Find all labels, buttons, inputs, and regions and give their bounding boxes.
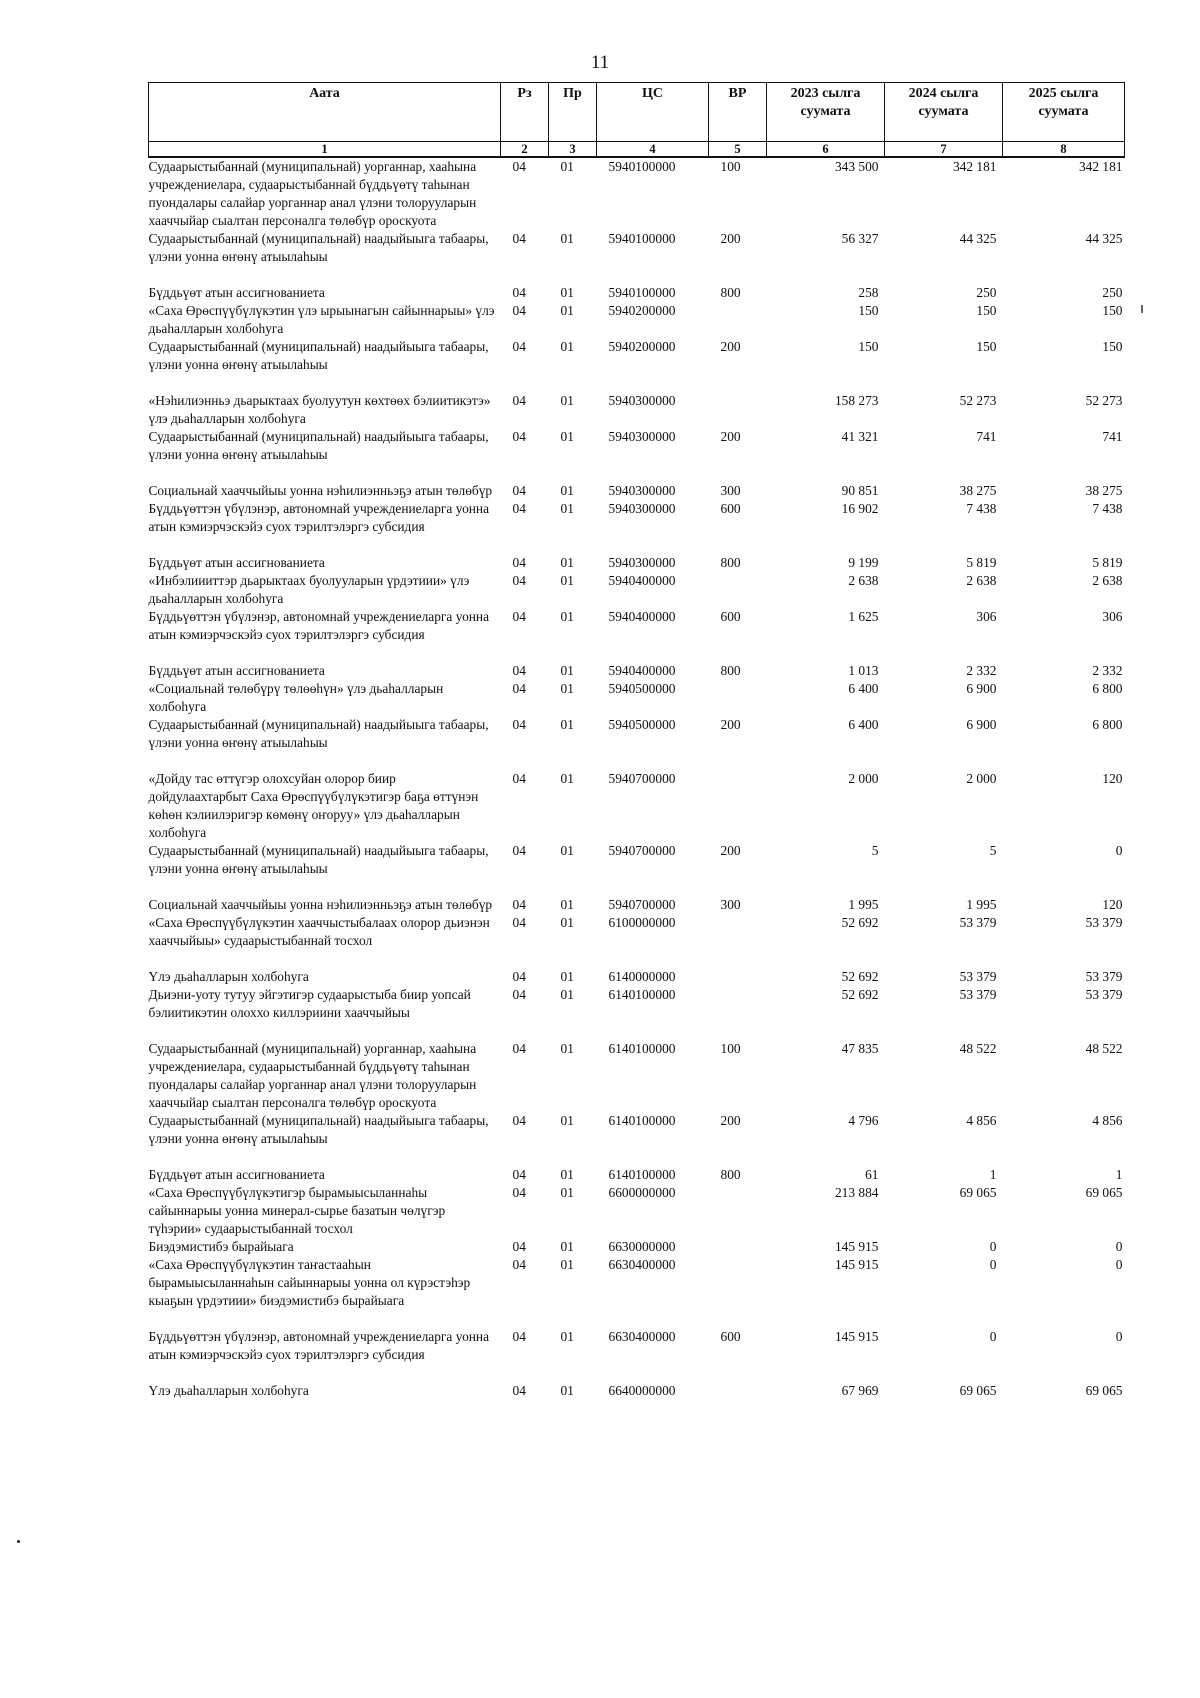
row-rz: 04	[512, 1185, 526, 1200]
row-value-2023: 150	[858, 303, 879, 318]
row-vr: 800	[720, 285, 741, 300]
row-vr: 800	[720, 1167, 741, 1182]
row-name: Үлэ дьаһалларын холбоһуга	[148, 1383, 309, 1398]
row-value-2023: 52 692	[841, 969, 879, 984]
header-2024: 2024 сылга суумата	[885, 83, 1003, 142]
row-value-2023: 47 835	[841, 1041, 879, 1056]
row-value-2024: 150	[976, 303, 997, 318]
row-pr: 01	[560, 159, 574, 174]
row-value-2024: 69 065	[959, 1185, 997, 1200]
table-row	[149, 716, 1125, 770]
row-vr	[709, 914, 767, 968]
row-value-2023: 56 327	[841, 231, 879, 246]
row-vr: 800	[720, 663, 741, 678]
row-pr: 01	[560, 285, 574, 300]
row-value-2024: 38 275	[959, 483, 997, 498]
table-row	[149, 1382, 1125, 1400]
column-number: 2	[501, 142, 549, 158]
row-rz: 04	[512, 1041, 526, 1056]
row-vr	[709, 770, 767, 842]
row-pr: 01	[560, 969, 574, 984]
row-value-2025: 0	[1115, 1257, 1123, 1272]
table-row	[149, 302, 1125, 338]
row-rz: 04	[512, 285, 526, 300]
table-row	[149, 1238, 1125, 1256]
row-cs: 5940400000	[608, 609, 676, 624]
row-cs: 6630400000	[608, 1329, 676, 1344]
column-number: 8	[1003, 142, 1125, 158]
header-vr: ВР	[709, 83, 767, 142]
row-value-2023: 16 902	[841, 501, 879, 516]
row-cs: 5940500000	[608, 717, 676, 732]
row-name: «Саха Өрөспүүбүлүкэтин таҥастааһын бырамыысыланнаһын сайыннарыы уонна ол күрэстэһэр кыаҕын үрдэтиии» биэдэмистибэ бырайыага	[148, 1257, 471, 1308]
budget-table	[148, 82, 1125, 1400]
header-cs: ЦС	[597, 83, 709, 142]
row-name: Биэдэмистибэ бырайыага	[148, 1239, 294, 1254]
row-pr: 01	[560, 717, 574, 732]
table-row	[149, 338, 1125, 392]
row-value-2023: 6 400	[848, 717, 879, 732]
table-row	[149, 662, 1125, 680]
row-rz: 04	[512, 609, 526, 624]
row-cs: 5940100000	[608, 231, 676, 246]
row-pr: 01	[560, 501, 574, 516]
row-name: «Саха Өрөспүүбүлүкэтин үлэ ырыынагын сайыннарыы» үлэ дьаһалларын холбоһуга	[148, 303, 495, 336]
table-row	[149, 914, 1125, 968]
row-vr: 200	[720, 717, 741, 732]
row-value-2023: 90 851	[841, 483, 879, 498]
row-name: Судаарыстыбаннай (муниципальнай) наадыйыыга табаары, үлэни уонна өҥөнү атыылаһыы	[148, 429, 489, 462]
row-value-2025: 120	[1102, 897, 1123, 912]
row-name: Бүддьүөт атын ассигнованиета	[148, 555, 325, 570]
column-number: 3	[549, 142, 597, 158]
row-value-2023: 61	[865, 1167, 879, 1182]
row-rz: 04	[512, 897, 526, 912]
row-value-2025: 52 273	[1085, 393, 1123, 408]
header-name: Аата	[149, 83, 501, 142]
row-value-2025: 7 438	[1092, 501, 1123, 516]
row-value-2023: 145 915	[834, 1239, 879, 1254]
row-value-2025: 5 819	[1092, 555, 1123, 570]
table-row	[149, 230, 1125, 284]
table-row	[149, 968, 1125, 986]
row-rz: 04	[512, 159, 526, 174]
row-value-2023: 158 273	[834, 393, 879, 408]
row-value-2025: 150	[1102, 303, 1123, 318]
row-name: «Саха Өрөспүүбүлүкэтигэр бырамыысыланнаһы сайыннарыы уонна минерал-сырье базатын чөлүгэр түһэрии» судаарыстыбаннай тосхол	[148, 1185, 446, 1236]
row-name: Судаарыстыбаннай (муниципальнай) наадыйыыга табаары, үлэни уонна өҥөнү атыылаһыы	[148, 843, 489, 876]
row-cs: 5940200000	[608, 303, 676, 318]
row-rz: 04	[512, 1167, 526, 1182]
row-name: «Социальнай төлөбүрү төлөөһүн» үлэ дьаһалларын холбоһуга	[148, 681, 444, 714]
row-name: Үлэ дьаһалларын холбоһуга	[148, 969, 309, 984]
column-number: 7	[885, 142, 1003, 158]
row-value-2024: 69 065	[959, 1383, 997, 1398]
row-value-2024: 5	[989, 843, 997, 858]
row-name: Бүддьүөт атын ассигнованиета	[148, 663, 325, 678]
row-value-2024: 2 332	[966, 663, 997, 678]
row-pr: 01	[560, 231, 574, 246]
row-vr: 200	[720, 429, 741, 444]
row-vr: 100	[720, 159, 741, 174]
row-value-2023: 145 915	[834, 1329, 879, 1344]
table-row	[149, 1256, 1125, 1328]
row-value-2023: 52 692	[841, 915, 879, 930]
row-value-2024: 44 325	[959, 231, 997, 246]
row-vr	[709, 392, 767, 428]
row-cs: 6100000000	[608, 915, 676, 930]
row-value-2024: 48 522	[959, 1041, 997, 1056]
row-value-2024: 2 638	[966, 573, 997, 588]
row-vr	[709, 302, 767, 338]
row-rz: 04	[512, 987, 526, 1002]
row-rz: 04	[512, 681, 526, 696]
row-cs: 6630400000	[608, 1257, 676, 1272]
row-rz: 04	[512, 1257, 526, 1272]
row-cs: 5940700000	[608, 897, 676, 912]
table-row	[149, 1166, 1125, 1184]
row-value-2025: 0	[1115, 1239, 1123, 1254]
row-pr: 01	[560, 555, 574, 570]
row-pr: 01	[560, 609, 574, 624]
table-row	[149, 680, 1125, 716]
row-value-2024: 52 273	[959, 393, 997, 408]
table-row	[149, 986, 1125, 1040]
row-rz: 04	[512, 393, 526, 408]
row-pr: 01	[560, 393, 574, 408]
row-name: Бүддьүөттэн үбүлэнэр, автономнай учреждениеларга уонна атын кэмиэрчэскэйэ суох тэрилтэлэргэ субсидия	[148, 1329, 490, 1362]
row-rz: 04	[512, 1239, 526, 1254]
table-row	[149, 392, 1125, 428]
row-value-2025: 53 379	[1085, 915, 1123, 930]
row-name: Бүддьүөт атын ассигнованиета	[148, 285, 325, 300]
header-pr: Пр	[549, 83, 597, 142]
page-number: 11	[590, 52, 610, 73]
row-vr: 600	[720, 501, 741, 516]
row-name: Дьиэни-уоту тутуу эйгэтигэр судаарыстыба биир уопсай бэлиитикэтин олоххо киллэриини хааччыйыы	[148, 987, 471, 1020]
row-value-2024: 0	[989, 1239, 997, 1254]
row-value-2023: 145 915	[834, 1257, 879, 1272]
table-row	[149, 1328, 1125, 1382]
row-value-2025: 306	[1102, 609, 1123, 624]
row-vr	[709, 1184, 767, 1238]
row-vr: 200	[720, 231, 741, 246]
row-rz: 04	[512, 231, 526, 246]
row-pr: 01	[560, 1185, 574, 1200]
row-cs: 5940100000	[608, 159, 676, 174]
row-value-2024: 306	[976, 609, 997, 624]
row-vr: 200	[720, 1113, 741, 1128]
table-row	[149, 842, 1125, 896]
table-row	[149, 896, 1125, 914]
row-pr: 01	[560, 843, 574, 858]
row-name: Социальнай хааччыйыы уонна нэһилиэнньэҕэ атын төлөбүр	[148, 483, 493, 498]
row-value-2024: 1 995	[966, 897, 997, 912]
row-pr: 01	[560, 483, 574, 498]
row-cs: 5940200000	[608, 339, 676, 354]
row-cs: 5940300000	[608, 483, 676, 498]
row-vr: 100	[720, 1041, 741, 1056]
row-rz: 04	[512, 339, 526, 354]
scan-mark	[1141, 305, 1143, 313]
row-cs: 6630000000	[608, 1239, 676, 1254]
row-value-2025: 48 522	[1085, 1041, 1123, 1056]
table-row	[149, 428, 1125, 482]
row-pr: 01	[560, 771, 574, 786]
row-value-2025: 250	[1102, 285, 1123, 300]
row-value-2023: 213 884	[834, 1185, 879, 1200]
row-pr: 01	[560, 1113, 574, 1128]
row-cs: 5940700000	[608, 843, 676, 858]
header-2025: 2025 сылга суумата	[1003, 83, 1125, 142]
row-vr: 600	[720, 609, 741, 624]
row-value-2023: 4 796	[848, 1113, 879, 1128]
row-value-2025: 1	[1115, 1167, 1123, 1182]
row-value-2024: 7 438	[966, 501, 997, 516]
row-cs: 6140100000	[608, 1167, 676, 1182]
row-cs: 5940100000	[608, 285, 676, 300]
row-value-2025: 741	[1102, 429, 1123, 444]
row-value-2023: 1 013	[848, 663, 879, 678]
row-cs: 6600000000	[608, 1185, 676, 1200]
row-value-2023: 1 995	[848, 897, 879, 912]
row-value-2024: 741	[976, 429, 997, 444]
table-row	[149, 482, 1125, 500]
row-vr: 300	[720, 897, 741, 912]
row-cs: 6640000000	[608, 1383, 676, 1398]
row-value-2025: 342 181	[1078, 159, 1123, 174]
table-row	[149, 157, 1125, 230]
row-pr: 01	[560, 1383, 574, 1398]
row-pr: 01	[560, 429, 574, 444]
row-value-2023: 150	[858, 339, 879, 354]
header-row	[149, 83, 1125, 142]
row-pr: 01	[560, 897, 574, 912]
table-row	[149, 500, 1125, 554]
table-row	[149, 770, 1125, 842]
row-rz: 04	[512, 771, 526, 786]
row-value-2023: 6 400	[848, 681, 879, 696]
row-pr: 01	[560, 1257, 574, 1272]
row-vr: 200	[720, 339, 741, 354]
row-value-2025: 53 379	[1085, 969, 1123, 984]
row-rz: 04	[512, 303, 526, 318]
row-vr: 800	[720, 555, 741, 570]
row-pr: 01	[560, 1239, 574, 1254]
row-pr: 01	[560, 1167, 574, 1182]
row-vr	[709, 968, 767, 986]
row-pr: 01	[560, 1329, 574, 1344]
row-value-2025: 53 379	[1085, 987, 1123, 1002]
row-value-2024: 0	[989, 1329, 997, 1344]
row-cs: 5940400000	[608, 573, 676, 588]
row-cs: 5940500000	[608, 681, 676, 696]
row-value-2023: 343 500	[834, 159, 879, 174]
table-row	[149, 1184, 1125, 1238]
row-rz: 04	[512, 429, 526, 444]
row-rz: 04	[512, 573, 526, 588]
row-rz: 04	[512, 483, 526, 498]
row-vr: 300	[720, 483, 741, 498]
column-number: 6	[767, 142, 885, 158]
table-row	[149, 554, 1125, 572]
row-value-2025: 2 332	[1092, 663, 1123, 678]
row-name: «Саха Өрөспүүбүлүкэтин хааччыстыбалаах олорор дьиэнэн хааччыйыы» судаарыстыбаннай тосхол	[148, 915, 490, 948]
row-pr: 01	[560, 681, 574, 696]
row-value-2024: 0	[989, 1257, 997, 1272]
row-rz: 04	[512, 969, 526, 984]
row-value-2025: 2 638	[1092, 573, 1123, 588]
column-number: 4	[597, 142, 709, 158]
row-value-2024: 1	[989, 1167, 997, 1182]
row-value-2024: 342 181	[952, 159, 997, 174]
row-value-2025: 6 800	[1092, 681, 1123, 696]
row-name: Судаарыстыбаннай (муниципальнай) уорганнар, хааһына учреждениелара, судаарыстыбаннай бүддьүөтү таһынан пуондалары салайар уорганнар анал үлэни толорууларын хааччыйар сыалтан персоналга төлөбүр ороскуота	[148, 1041, 477, 1110]
table-row	[149, 1112, 1125, 1166]
row-cs: 5940300000	[608, 555, 676, 570]
row-name: Бүддьүөт атын ассигнованиета	[148, 1167, 325, 1182]
row-rz: 04	[512, 501, 526, 516]
row-vr: 600	[720, 1329, 741, 1344]
row-vr: 200	[720, 843, 741, 858]
row-value-2024: 150	[976, 339, 997, 354]
row-cs: 6140100000	[608, 1113, 676, 1128]
row-value-2025: 69 065	[1085, 1383, 1123, 1398]
row-value-2025: 6 800	[1092, 717, 1123, 732]
row-rz: 04	[512, 1329, 526, 1344]
row-name: Судаарыстыбаннай (муниципальнай) наадыйыыга табаары, үлэни уонна өҥөнү атыылаһыы	[148, 717, 489, 750]
row-cs: 5940300000	[608, 393, 676, 408]
row-cs: 6140100000	[608, 987, 676, 1002]
row-name: Бүддьүөттэн үбүлэнэр, автономнай учреждениеларга уонна атын кэмиэрчэскэйэ суох тэрилтэлэргэ субсидия	[148, 501, 490, 534]
row-cs: 5940400000	[608, 663, 676, 678]
row-pr: 01	[560, 339, 574, 354]
table-row	[149, 284, 1125, 302]
row-value-2023: 41 321	[841, 429, 879, 444]
row-value-2024: 6 900	[966, 681, 997, 696]
row-value-2025: 0	[1115, 843, 1123, 858]
row-value-2025: 0	[1115, 1329, 1123, 1344]
row-vr	[709, 680, 767, 716]
row-value-2025: 120	[1102, 771, 1123, 786]
row-value-2023: 9 199	[848, 555, 879, 570]
row-rz: 04	[512, 915, 526, 930]
row-cs: 5940300000	[608, 501, 676, 516]
row-value-2024: 2 000	[966, 771, 997, 786]
row-value-2025: 38 275	[1085, 483, 1123, 498]
row-rz: 04	[512, 717, 526, 732]
row-pr: 01	[560, 987, 574, 1002]
row-rz: 04	[512, 843, 526, 858]
row-value-2023: 1 625	[848, 609, 879, 624]
row-name: Судаарыстыбаннай (муниципальнай) наадыйыыга табаары, үлэни уонна өҥөнү атыылаһыы	[148, 1113, 489, 1146]
row-name: «Инбэлиииттэр дьарыктаах буолууларын үрдэтиии» үлэ дьаһалларын холбоһуга	[148, 573, 470, 606]
row-rz: 04	[512, 555, 526, 570]
row-pr: 01	[560, 915, 574, 930]
row-pr: 01	[560, 663, 574, 678]
row-value-2023: 52 692	[841, 987, 879, 1002]
row-value-2023: 5	[871, 843, 879, 858]
row-name: Судаарыстыбаннай (муниципальнай) наадыйыыга табаары, үлэни уонна өҥөнү атыылаһыы	[148, 231, 489, 264]
row-name: «Дойду тас өттүгэр олохсуйан олорор биир дойдулаахтарбыт Саха Өрөспүүбүлүкэтигэр баҕа өттүнэн көһөн кэлиилэригэр көмөнү оҥоруу» үлэ дьаһалларын холбоһуга	[148, 771, 479, 840]
row-vr	[709, 986, 767, 1040]
scan-speck	[17, 1540, 20, 1543]
row-name: «Нэһилиэнньэ дьарыктаах буолуутун көхтөөх бэлиитикэтэ» үлэ дьаһалларын холбоһуга	[148, 393, 491, 426]
row-value-2023: 2 638	[848, 573, 879, 588]
row-value-2025: 4 856	[1092, 1113, 1123, 1128]
table-body	[149, 157, 1125, 1400]
row-cs: 5940300000	[608, 429, 676, 444]
row-value-2024: 53 379	[959, 987, 997, 1002]
row-rz: 04	[512, 1113, 526, 1128]
row-name: Социальнай хааччыйыы уонна нэһилиэнньэҕэ атын төлөбүр	[148, 897, 493, 912]
row-value-2023: 2 000	[848, 771, 879, 786]
row-vr	[709, 1256, 767, 1328]
row-value-2025: 69 065	[1085, 1185, 1123, 1200]
row-cs: 6140000000	[608, 969, 676, 984]
row-rz: 04	[512, 1383, 526, 1398]
row-name: Бүддьүөттэн үбүлэнэр, автономнай учреждениеларга уонна атын кэмиэрчэскэйэ суох тэрилтэлэргэ субсидия	[148, 609, 490, 642]
row-value-2025: 44 325	[1085, 231, 1123, 246]
row-cs: 5940700000	[608, 771, 676, 786]
table-row	[149, 572, 1125, 608]
row-pr: 01	[560, 1041, 574, 1056]
row-vr	[709, 572, 767, 608]
column-number: 5	[709, 142, 767, 158]
header-2023: 2023 сылга суумата	[767, 83, 885, 142]
row-vr	[709, 1238, 767, 1256]
row-value-2023: 67 969	[841, 1383, 879, 1398]
header-rz: Рз	[501, 83, 549, 142]
row-cs: 6140100000	[608, 1041, 676, 1056]
row-pr: 01	[560, 573, 574, 588]
row-value-2023: 258	[858, 285, 879, 300]
row-value-2024: 53 379	[959, 915, 997, 930]
row-value-2024: 4 856	[966, 1113, 997, 1128]
row-value-2024: 250	[976, 285, 997, 300]
row-value-2024: 6 900	[966, 717, 997, 732]
row-rz: 04	[512, 663, 526, 678]
row-name: Судаарыстыбаннай (муниципальнай) наадыйыыга табаары, үлэни уонна өҥөнү атыылаһыы	[148, 339, 489, 372]
column-number: 1	[149, 142, 501, 158]
row-value-2025: 150	[1102, 339, 1123, 354]
row-value-2024: 5 819	[966, 555, 997, 570]
table-row	[149, 608, 1125, 662]
row-pr: 01	[560, 303, 574, 318]
row-value-2024: 53 379	[959, 969, 997, 984]
row-vr	[709, 1382, 767, 1400]
table-row	[149, 1040, 1125, 1112]
column-number-row	[149, 142, 1125, 158]
row-name: Судаарыстыбаннай (муниципальнай) уорганнар, хааһына учреждениелара, судаарыстыбаннай бүддьүөтү таһынан пуондалары салайар уорганнар анал үлэни толорууларын хааччыйар сыалтан персоналга төлөбүр ороскуота	[148, 159, 477, 228]
